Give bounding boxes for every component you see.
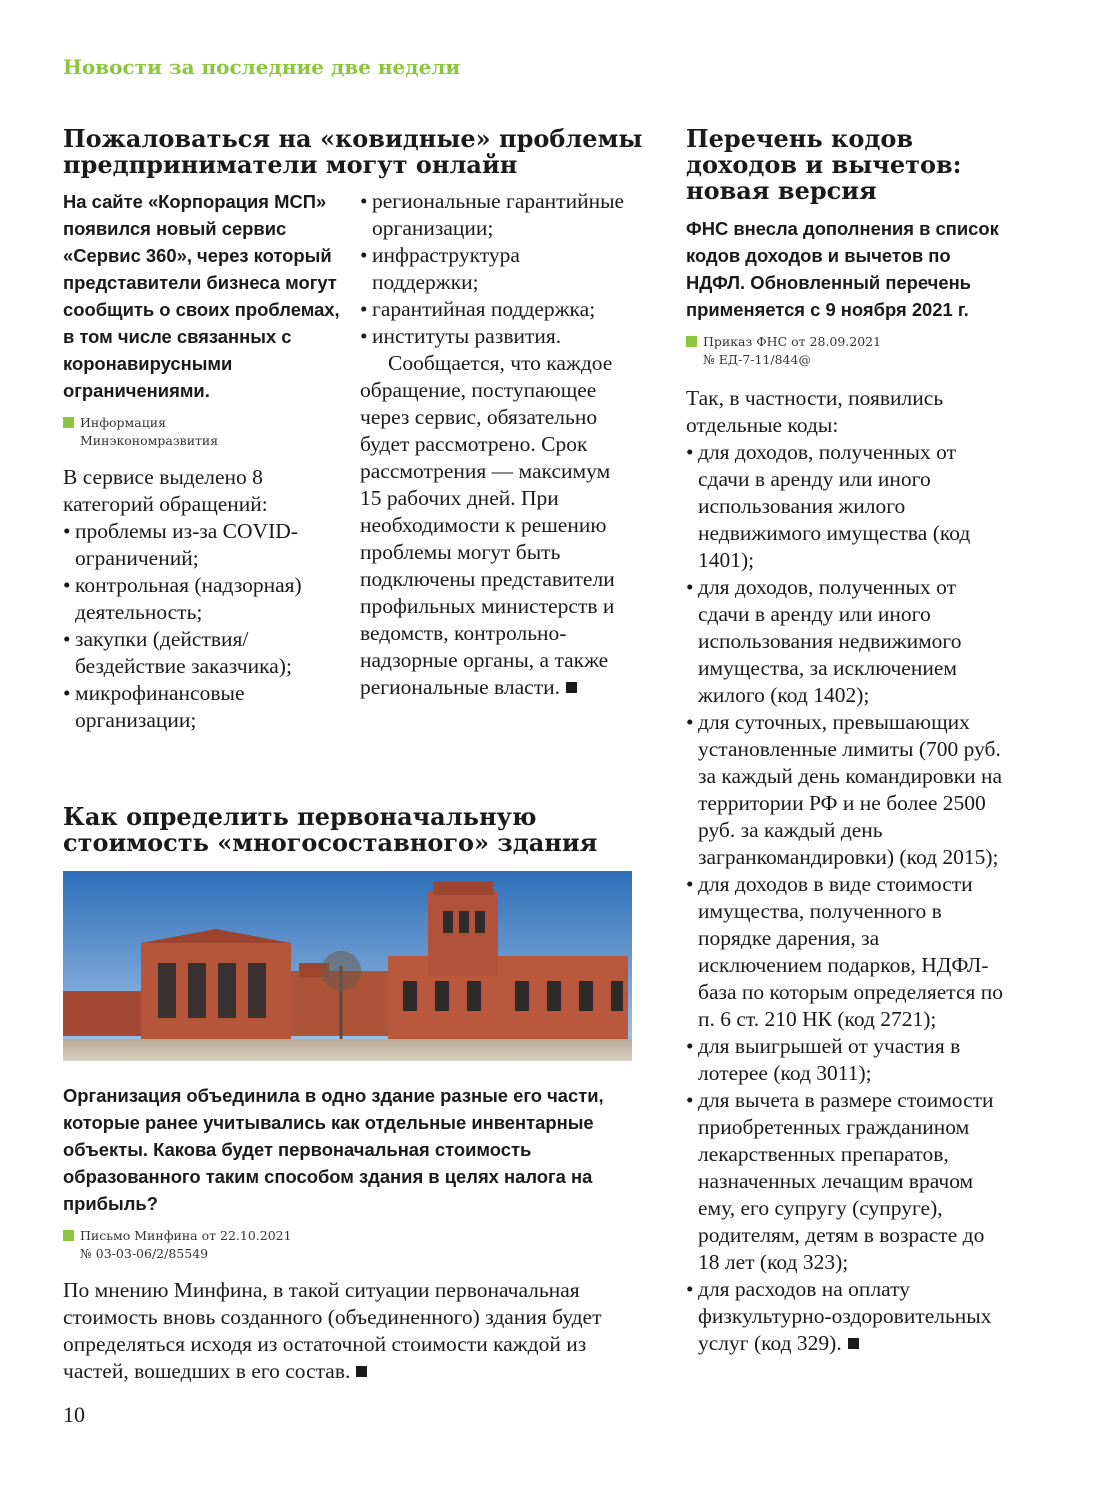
article-building-body (63, 1082, 623, 1385)
article-covid-source-line2: Минэкономразвития (80, 433, 219, 448)
article-covid-right-column (360, 188, 628, 701)
article-building-title-line2: стоимость «многосоставного» здания (63, 828, 598, 857)
article-covid-source-line1: Информация (80, 415, 166, 430)
list-item: • микрофинансовые организации; (63, 680, 341, 734)
article-covid-closing (360, 350, 628, 701)
list-item: • закупки (действия/бездействие заказчика); (63, 626, 341, 680)
article-building-title-line1: Как определить первоначальную (63, 802, 537, 831)
article-codes-source (686, 333, 1008, 369)
article-covid-category-list (63, 518, 341, 734)
article-covid-lead: На сайте «Корпорация МСП» появился новый сервис «Сервис 360», через который представители бизнеса могут сообщить о своих проблемах, в том числе связанных с коронавирусными ограничениями. (63, 191, 340, 401)
list-item: • институты развития. (360, 323, 628, 350)
article-codes-title-line1: Перечень кодов (686, 124, 914, 153)
article-covid-title-line2: предприниматели могут онлайн (63, 150, 518, 179)
article-covid-source (63, 414, 341, 450)
article-building-lead: Организация объединила в одно здание разные его части, которые ранее учитывались как отдельные инвентарные объекты. Какова будет первоначальная стоимость образованного таким способом здания в целях налога на прибыль? (63, 1085, 604, 1214)
article-covid-left-column (63, 188, 341, 734)
article-codes-title-line3: новая версия (686, 176, 877, 205)
article-codes-title (686, 126, 1006, 204)
article-building-title (63, 804, 633, 856)
article-covid-title (63, 124, 643, 179)
list-item: • инфраструктура поддержки; (360, 242, 628, 296)
article-covid-category-list-cont (360, 188, 628, 350)
list-item: • для доходов, полученных от сдачи в аренду или иного использования недвижимого имущества, за исключением жилого (код 1402); (686, 574, 1008, 709)
article-building-source (63, 1227, 623, 1263)
list-item (686, 1276, 1008, 1357)
end-of-article-mark (848, 1338, 859, 1349)
article-covid-closing-text: Сообщается, что каждое обращение, поступающее через сервис, обязательно будет рассмотрено. Срок рассмотрения — максимум 15 рабочих дней. При необходимости к решению проблемы могут быть подключены представители профильных министерств и ведомств, контрольно-надзорные органы, а также региональные власти. (360, 351, 615, 699)
list-item: • для суточных, превышающих установленные лимиты (700 руб. за каждый день командировки на территории РФ и не более 2500 руб. за каждый день загранкомандировки) (код 2015); (686, 709, 1008, 871)
article-codes-lead: ФНС внесла дополнения в список кодов доходов и вычетов по НДФЛ. Обновленный перечень применяется с 9 ноября 2021 г. (686, 218, 999, 320)
article-covid-intro: В сервисе выделено 8 категорий обращений: (63, 465, 268, 516)
article-covid-title-line1: Пожаловаться на «ковидные» проблемы (63, 124, 643, 153)
end-of-article-mark (566, 682, 577, 693)
article-codes-title-line2: доходов и вычетов: (686, 150, 962, 179)
list-item: • для доходов в виде стоимости имущества, полученного в порядке дарения, за исключением подарков, НДФЛ-база по которым определяется по п. 6 ст. 210 НК (код 2721); (686, 871, 1008, 1033)
article-codes-intro: Так, в частности, появились отдельные коды: (686, 386, 944, 437)
list-item: • региональные гарантийные организации; (360, 188, 628, 242)
list-item: • проблемы из-за COVID-ограничений; (63, 518, 341, 572)
article-codes-list (686, 439, 1008, 1357)
article-building-text (63, 1277, 623, 1385)
page-number: 10 (63, 1402, 85, 1427)
list-item: • для выигрышей от участия в лотерее (код 3011); (686, 1033, 1008, 1087)
article-codes-source-line1: Приказ ФНС от 28.09.2021 (703, 334, 882, 349)
article-building-text-content: По мнению Минфина, в такой ситуации первоначальная стоимость вновь созданного (объединенного) здания будет определяться исходя из остаточной стоимости каждой из частей, вошедших в его состав. (63, 1278, 602, 1383)
article-codes-source-line2: № ЕД-7-11/844@ (703, 352, 811, 367)
list-item: • для вычета в размере стоимости приобретенных гражданином лекарственных препаратов, назначенных лечащим врачом ему, его супругу (супруге), родителям, детям в возрасте до 18 лет (код 323); (686, 1087, 1008, 1276)
article-building-source-line2: № 03-03-06/2/85549 (80, 1246, 209, 1261)
building-photo-illustration (63, 871, 632, 1061)
section-title: Новости за последние две недели (63, 55, 461, 79)
list-item: • гарантийная поддержка; (360, 296, 628, 323)
building-photo (63, 871, 632, 1061)
end-of-article-mark (356, 1366, 367, 1377)
article-codes-body (686, 215, 1008, 1357)
list-item-text: для расходов на оплату физкультурно-оздоровительных услуг (код 329). (698, 1277, 992, 1355)
article-building-source-line1: Письмо Минфина от 22.10.2021 (80, 1228, 292, 1243)
list-item: • контрольная (надзорная) деятельность; (63, 572, 341, 626)
list-item: • для доходов, полученных от сдачи в аренду или иного использования жилого недвижимого имущества (код 1401); (686, 439, 1008, 574)
